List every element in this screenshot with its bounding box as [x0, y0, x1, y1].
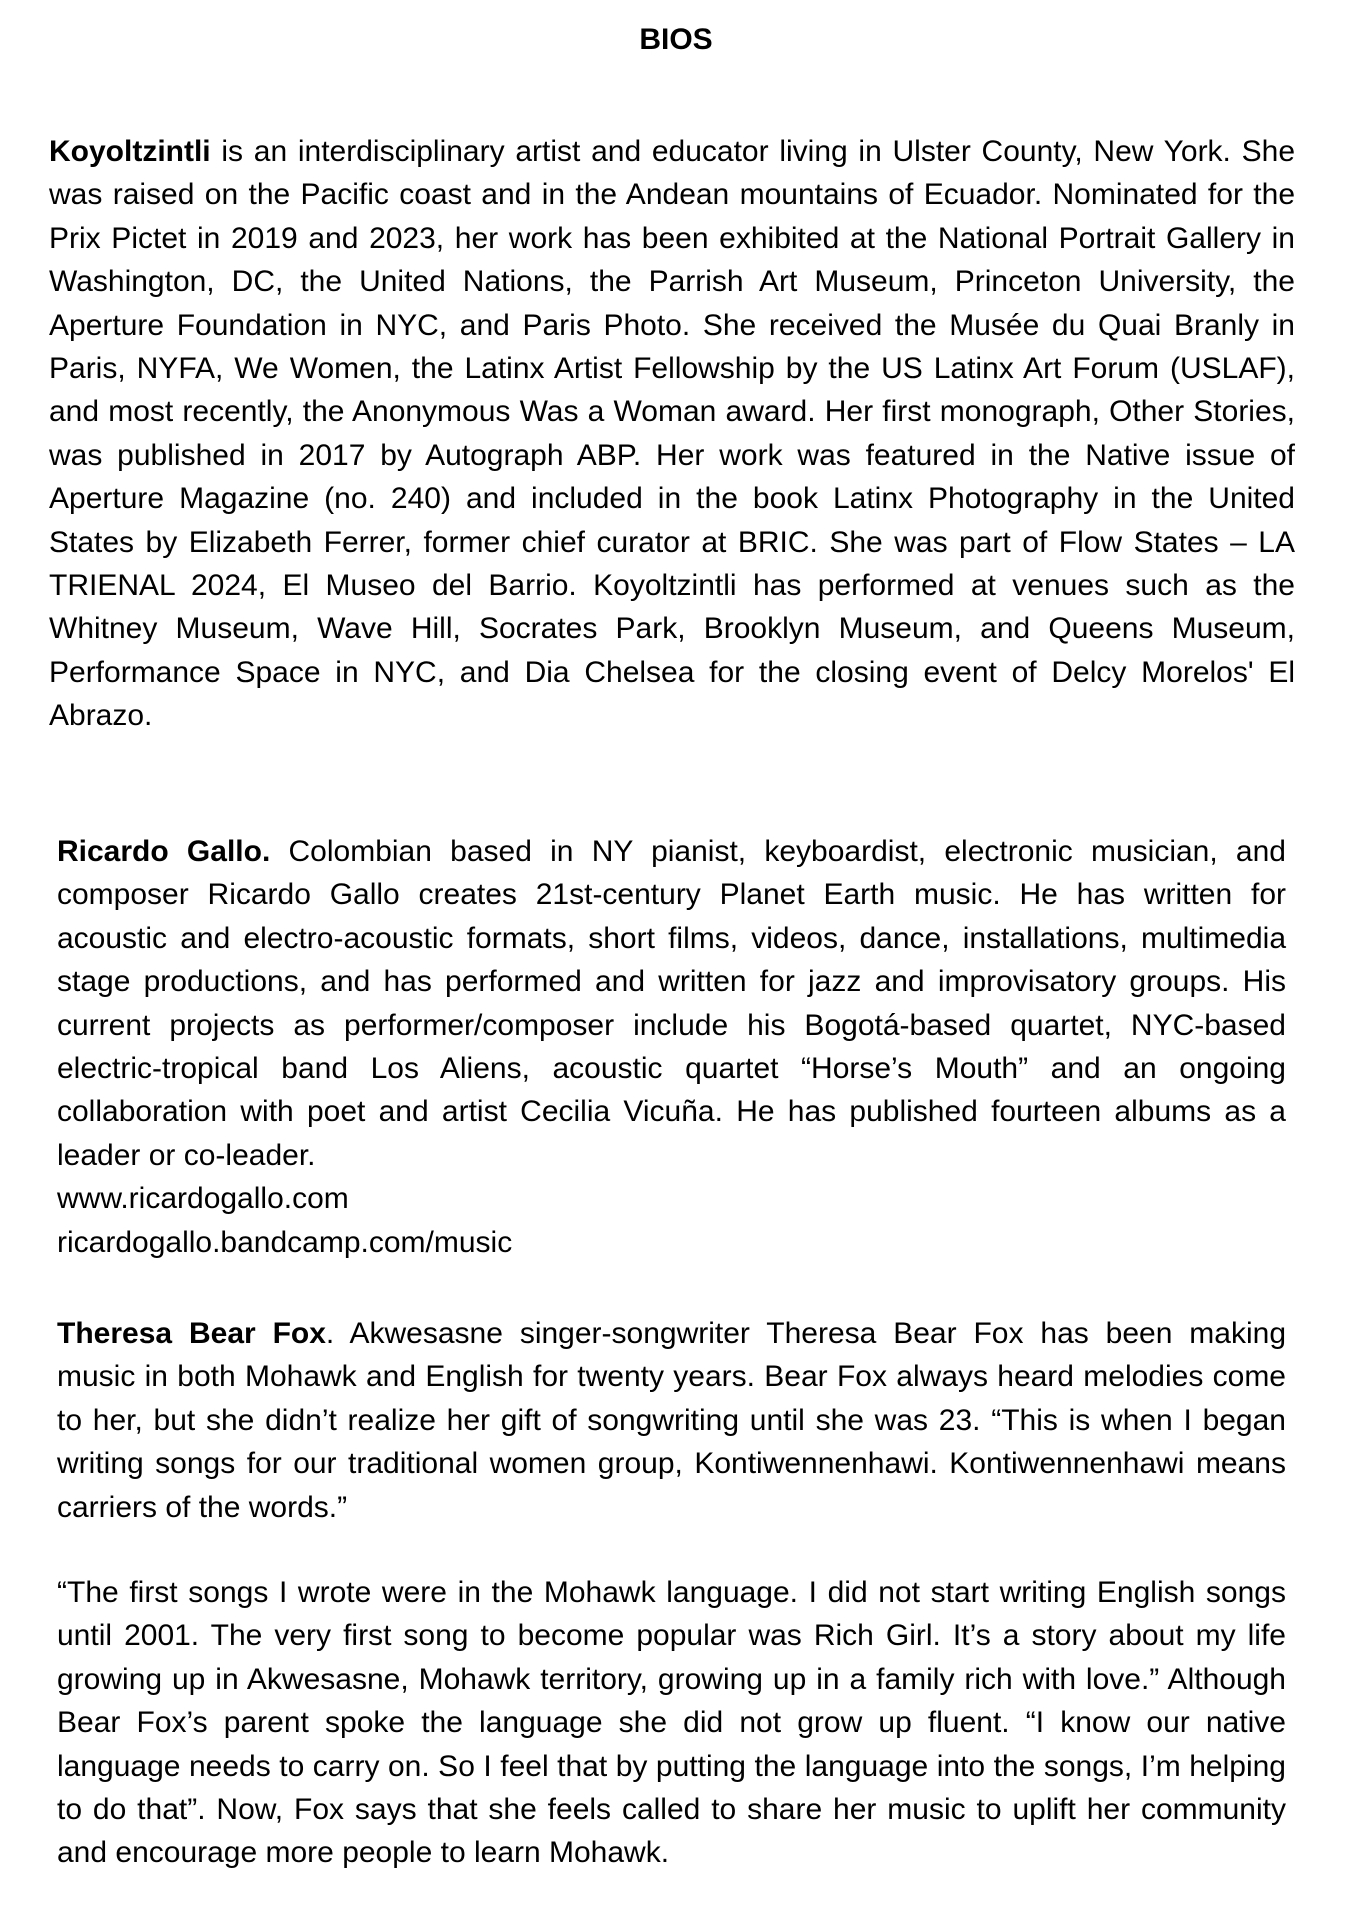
bio-theresa-bear-fox-quote: “The first songs I wrote were in the Mohawk language. I did not start writing English songs until 2001. The very first song to become popular was Rich Girl. It’s a story about my life growing up in Akwesasne, Mohawk territory, growing up in a family rich with love.” Although Bear Fox’s parent spoke the language she did not grow up fluent. “I know our native language needs to carry on. So I feel that by putting the language into the songs, I’m helping to do that”. Now, Fox says that she feels called to share her music to uplift her community and encourage more people to learn Mohawk. [57, 1576, 1286, 1870]
bio-text-koyoltzintli: is an interdisciplinary artist and educator living in Ulster County, New York. She was raised on the Pacific coast and in the Andean mountains of Ecuador. Nominated for the Prix Pictet in 2019 and 2023, her work has been exhibited at the National Portrait Gallery in Washington, DC, the United Nations, the Parrish Art Museum, Princeton University, the Aperture Foundation in NYC, and Paris Photo. She received the Musée du Quai Branly in Paris, NYFA, We Women, the Latinx Artist Fellowship by the US Latinx Art Forum (USLAF), and most recently, the Anonymous Was a Woman award. Her first monograph, Other Stories, was published in 2017 by Autograph ABP. Her work was featured in the Native issue of Aperture Magazine (no. 240) and included in the book Latinx Photography in the United States by Elizabeth Ferrer, former chief curator at BRIC. She was part of Flow States – LA TRIENAL 2024, El Museo del Barrio. Koyoltzintli has performed at venues such as the Whitney Museum, Wave Hill, Socrates Park, Brooklyn Museum, and Queens Museum, Performance Space in NYC, and Dia Chelsea for the closing event of Delcy Morelos' El Abrazo. [49, 135, 1295, 733]
bio-name-ricardo-gallo: Ricardo Gallo. [57, 835, 271, 868]
ricardo-bandcamp-link[interactable]: ricardogallo.bandcamp.com/music [57, 1225, 513, 1259]
bio-text-ricardo-gallo: Colombian based in NY pianist, keyboardist, electronic musician, and composer Ricardo Gallo creates 21st-century Planet Earth music. He has written for acoustic and electro-acoustic formats, short films, videos, dance, installations, multimedia stage productions, and has performed and written for jazz and improvisatory groups. His current projects as performer/composer include his Bogotá-based quartet, NYC-based electric-tropical band Los Aliens, acoustic quartet “Horse’s Mouth” and an ongoing collaboration with poet and artist Cecilia Vicuña. He has published fourteen albums as a leader or co-leader. [57, 835, 1286, 1172]
bio-theresa-bear-fox [57, 1312, 1286, 1529]
bio-ricardo-gallo [57, 830, 1286, 1264]
bio-name-theresa-bear-fox: Theresa Bear Fox [57, 1317, 326, 1350]
bio-name-koyoltzintli: Koyoltzintli [49, 135, 211, 168]
bio-text-theresa-bear-fox: . Akwesasne singer-songwriter Theresa Bear Fox has been making music in both Mohawk and English for twenty years. Bear Fox always heard melodies come to her, but she didn’t realize her gift of songwriting until she was 23. “This is when I began writing songs for our traditional women group, Kontiwennenhawi. Kontiwennenhawi means carriers of the words.” [57, 1317, 1287, 1524]
bio-koyoltzintli [49, 130, 1295, 738]
ricardo-website-link[interactable]: www.ricardogallo.com [57, 1182, 349, 1216]
page-title: BIOS [639, 23, 713, 56]
